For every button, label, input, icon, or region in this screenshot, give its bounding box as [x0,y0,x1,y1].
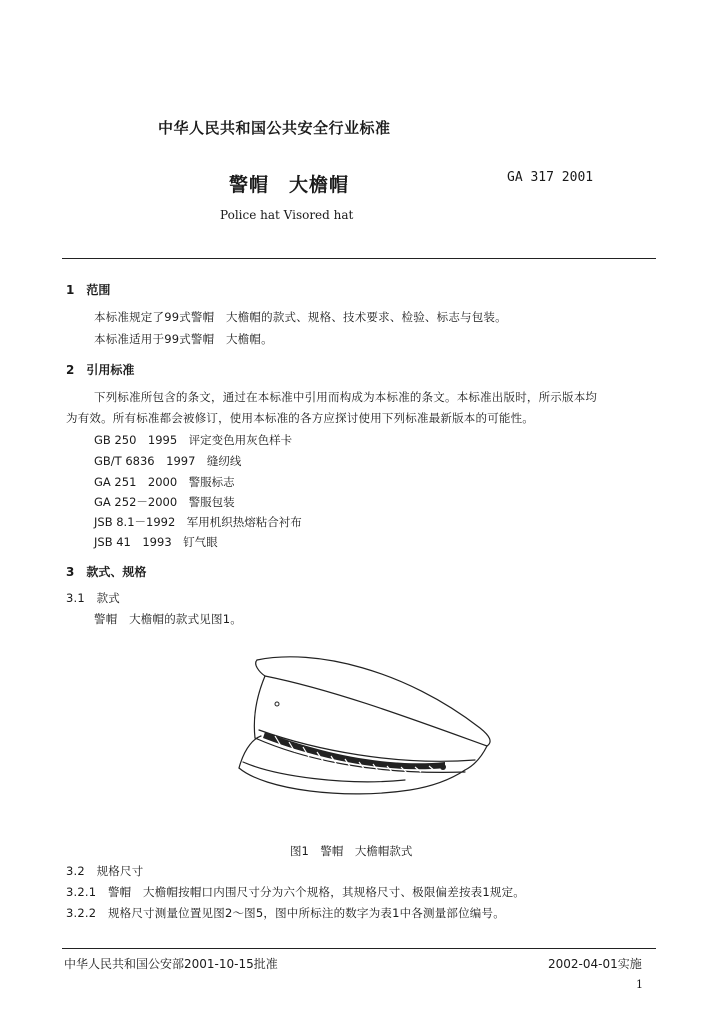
section-3-1-paragraph: 警帽 大檐帽的款式见图1。 [94,612,242,626]
english-title: Police hat Visored hat [220,208,354,222]
reference-item: GB 250 1995 评定变色用灰色样卡 [94,433,293,447]
industry-standard-heading: 中华人民共和国公共安全行业标准 [158,119,391,137]
section-3-2-heading: 3.2 规格尺寸 [66,864,144,878]
page-number: 1 [636,978,643,991]
implementation-date: 2002-04-01实施 [548,957,642,971]
approval-line: 中华人民共和国公安部2001-10-15批准 [64,957,278,971]
section-2-paragraph-2: 为有效。所有标准都会被修订，使用本标准的各方应探讨使用下列标准最新版本的可能性。 [66,411,534,425]
visored-hat-figure [225,650,505,800]
header-rule [62,258,656,259]
standard-code: GA 317 2001 [507,170,594,185]
section-3-2-2-paragraph: 3.2.2 规格尺寸测量位置见图2～图5，图中所标注的数字为表1中各测量部位编号。 [66,906,505,920]
reference-item: GB/T 6836 1997 缝纫线 [94,454,242,468]
section-1-paragraph-2: 本标准适用于99式警帽 大檐帽。 [94,332,273,346]
section-3-1-heading: 3.1 款式 [66,591,120,605]
section-1-heading: 1 范围 [66,283,111,297]
figure-caption: 图1 警帽 大檐帽款式 [290,844,413,858]
section-3-2-1-paragraph: 3.2.1 警帽 大檐帽按帽口内围尺寸分为六个规格，其规格尺寸、极限偏差按表1规定。 [66,885,525,899]
reference-item: JSB 41 1993 钉气眼 [94,535,218,549]
section-3-heading: 3 款式、规格 [66,565,147,579]
document-title: 警帽 大檐帽 [229,174,350,196]
section-2-heading: 2 引用标准 [66,363,135,377]
section-1-paragraph-1: 本标准规定了99式警帽 大檐帽的款式、规格、技术要求、检验、标志与包装。 [94,310,507,324]
reference-item: GA 251 2000 警服标志 [94,475,235,489]
section-2-paragraph-1: 下列标准所包含的条文，通过在本标准中引用而构成为本标准的条文。本标准出版时，所示版本均 [94,390,598,404]
reference-item: GA 252－2000 警服包装 [94,495,235,509]
footer-rule [62,948,656,949]
reference-item: JSB 8.1－1992 军用机织热熔粘合衬布 [94,515,302,529]
